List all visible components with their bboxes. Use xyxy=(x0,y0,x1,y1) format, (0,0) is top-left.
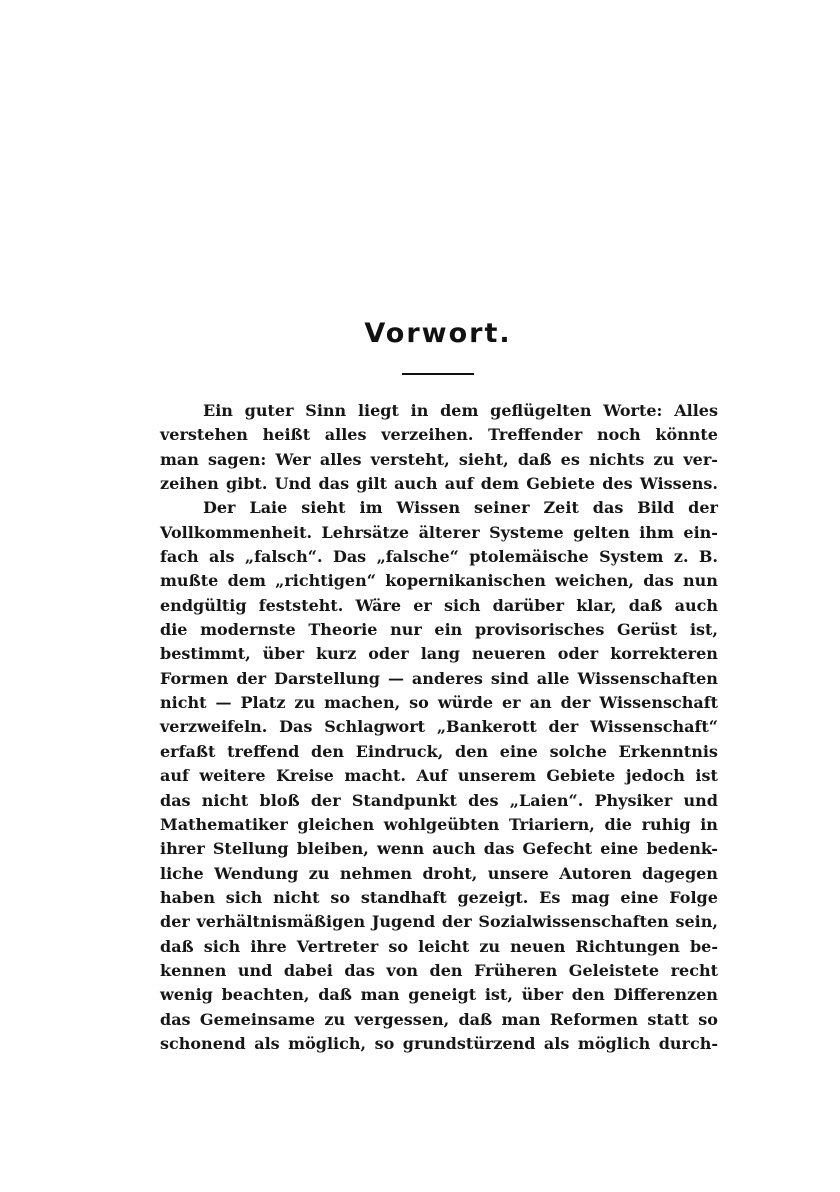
text-word: sich xyxy=(203,936,241,956)
text-word: das xyxy=(160,790,191,810)
text-word: Systeme xyxy=(489,522,564,542)
text-word: zu xyxy=(653,449,675,469)
text-word: Gemeinsame xyxy=(199,1009,316,1029)
text-word: Treffender xyxy=(488,425,583,445)
text-word: über xyxy=(521,985,564,1005)
text-word: Gebiete xyxy=(546,766,616,786)
text-word: Geleistete xyxy=(568,960,660,980)
text-word: Der xyxy=(203,498,236,518)
text-word: sich xyxy=(444,595,481,615)
text-word: möglich, xyxy=(288,1033,367,1053)
text-word: von xyxy=(386,960,419,980)
text-line xyxy=(160,545,718,569)
text-word: leicht xyxy=(418,936,470,956)
text-word: oder xyxy=(368,644,409,664)
text-word: sind xyxy=(490,668,529,688)
text-word: den xyxy=(311,741,345,761)
text-word: Vollkommenheit. xyxy=(160,522,313,542)
text-word: ist, xyxy=(484,985,513,1005)
text-line xyxy=(160,496,718,520)
text-word: auf xyxy=(160,766,189,786)
text-word: machen, xyxy=(324,693,401,713)
text-word: könnte xyxy=(655,425,718,445)
text-word: — xyxy=(215,693,232,713)
text-word: seiner xyxy=(474,498,530,518)
text-word: der xyxy=(236,668,267,688)
text-word: nehmen xyxy=(339,863,413,883)
text-word: ihre xyxy=(250,936,287,956)
text-word: daß xyxy=(318,985,352,1005)
text-line xyxy=(160,910,718,934)
text-word: das xyxy=(344,960,375,980)
text-word: der xyxy=(560,693,591,713)
text-word: Triariern, xyxy=(508,814,595,834)
text-word: so xyxy=(388,936,409,956)
text-word: unsere xyxy=(487,863,549,883)
text-word: Wer xyxy=(275,449,311,469)
text-word: kennen xyxy=(160,960,227,980)
text-line xyxy=(160,423,718,447)
text-line xyxy=(160,1008,718,1032)
text-word: „Bankerott xyxy=(436,717,537,737)
text-word: nur xyxy=(390,620,422,640)
text-word: guter xyxy=(244,401,294,420)
text-word: standhaft xyxy=(360,887,447,907)
page-title: Vorwort. xyxy=(364,318,512,349)
text-word: Physiker xyxy=(594,790,673,810)
text-word: zu xyxy=(479,936,501,956)
text-word: daß xyxy=(458,1009,493,1029)
text-word: das xyxy=(643,571,674,591)
text-line xyxy=(160,667,718,691)
text-word: Sozialwissenschaften xyxy=(478,912,669,932)
text-word: B. xyxy=(698,547,718,567)
text-word: vergessen, xyxy=(354,1009,450,1029)
text-line xyxy=(160,691,718,715)
text-word: bloß xyxy=(259,790,300,810)
text-word: haben xyxy=(160,887,215,907)
text-word: ein xyxy=(434,620,463,640)
text-word: in xyxy=(410,401,429,420)
text-word: schonend xyxy=(160,1033,246,1053)
text-word: wenn xyxy=(376,839,425,859)
text-line xyxy=(160,448,718,472)
text-word: den xyxy=(455,741,489,761)
text-word: Gebiete xyxy=(526,474,596,494)
text-word: Kreise xyxy=(276,766,334,786)
text-word: provisorisches xyxy=(474,620,605,640)
text-word: jedoch xyxy=(625,766,685,786)
text-word: Das xyxy=(332,547,367,567)
text-word: zu xyxy=(294,693,316,713)
text-word: Worte: xyxy=(603,401,663,420)
text-word: dagegen xyxy=(642,863,718,883)
text-word: verhältnismäßigen xyxy=(196,912,366,932)
text-word: auch xyxy=(674,595,718,615)
text-word: im xyxy=(359,498,383,518)
text-word: feststeht. xyxy=(258,595,344,615)
text-word: geflügelten xyxy=(490,401,592,420)
text-word: erfaßt xyxy=(160,741,216,761)
text-word: mußte xyxy=(160,571,219,591)
text-word: das xyxy=(483,839,515,859)
text-word: so xyxy=(330,887,351,907)
text-line xyxy=(160,569,718,593)
text-word: Es xyxy=(539,887,561,907)
text-word: er xyxy=(413,595,432,615)
text-word: würde xyxy=(437,693,494,713)
text-word: nun xyxy=(683,571,718,591)
text-word: in xyxy=(700,814,718,834)
text-word: Formen xyxy=(160,668,229,688)
text-word: zeihen xyxy=(160,474,219,494)
text-word: so xyxy=(409,693,429,713)
text-word: Früheren xyxy=(474,960,558,980)
text-word: eine xyxy=(620,887,659,907)
text-word: daß xyxy=(517,449,552,469)
text-word: System xyxy=(599,547,664,567)
text-word: ptolemäische xyxy=(469,547,589,567)
text-word: ihrer xyxy=(160,839,205,859)
text-word: Bild xyxy=(637,498,675,518)
text-word: Wissen xyxy=(396,498,461,518)
text-word: der xyxy=(548,717,579,737)
text-word: grundstürzend xyxy=(402,1033,536,1053)
text-word: über xyxy=(262,644,305,664)
text-word: versteht, xyxy=(370,449,450,469)
text-word: neuen xyxy=(510,936,566,956)
text-word: anderes xyxy=(411,668,483,688)
text-line xyxy=(160,886,718,910)
text-word: daß xyxy=(160,936,194,956)
text-word: — xyxy=(387,668,404,688)
text-word: „falsch“. xyxy=(244,547,323,567)
text-word: ein- xyxy=(683,522,718,542)
text-word: sich xyxy=(225,887,263,907)
text-word: älterer xyxy=(418,522,480,542)
text-word: Platz xyxy=(240,693,286,713)
text-word: Das xyxy=(279,717,313,737)
text-word: weichen, xyxy=(555,571,634,591)
text-word: als xyxy=(209,547,235,567)
text-word: darüber xyxy=(492,595,565,615)
text-word: Differenzen xyxy=(613,985,718,1005)
text-word: Alles xyxy=(674,401,718,420)
text-word: dem xyxy=(440,401,479,420)
text-word: dem xyxy=(227,571,266,591)
text-word: und xyxy=(237,960,273,980)
text-line xyxy=(160,642,718,666)
text-word: auf xyxy=(444,474,474,494)
text-word: man xyxy=(501,1009,541,1029)
text-word: auch xyxy=(394,474,438,494)
text-word: die xyxy=(604,814,632,834)
text-line xyxy=(160,837,718,861)
text-word: z. xyxy=(673,547,689,567)
text-word: den xyxy=(571,985,605,1005)
text-word: durch- xyxy=(658,1033,718,1053)
text-word: die xyxy=(160,620,188,640)
text-word: das xyxy=(318,474,350,494)
text-word: Standpunkt xyxy=(351,790,457,810)
text-word: der xyxy=(310,790,341,810)
text-word: so xyxy=(698,1009,718,1029)
text-word: der xyxy=(441,912,472,932)
text-word: „Laien“. xyxy=(509,790,584,810)
text-word: nicht xyxy=(160,693,207,713)
text-word: macht. xyxy=(344,766,406,786)
text-word: Darstellung xyxy=(274,668,380,688)
text-word: Wissenschaften xyxy=(577,668,718,688)
text-word: Auf xyxy=(416,766,448,786)
text-word: gleichen xyxy=(297,814,375,834)
text-word: modernste xyxy=(200,620,296,640)
text-word: korrekteren xyxy=(610,644,718,664)
text-line xyxy=(160,594,718,618)
text-word: Schlagwort xyxy=(324,717,426,737)
text-word: treffend xyxy=(227,741,300,761)
text-line xyxy=(160,983,718,1007)
text-word: liegt xyxy=(357,401,399,420)
text-word: wenig xyxy=(160,985,213,1005)
text-word: Wissenschaft“ xyxy=(590,717,718,737)
text-word: „falsche“ xyxy=(376,547,459,567)
text-word: neueren xyxy=(471,644,546,664)
text-line xyxy=(160,789,718,813)
text-word: bleiben, xyxy=(296,839,369,859)
text-word: lang xyxy=(420,644,460,664)
text-word: nicht xyxy=(273,887,320,907)
text-word: Stellung xyxy=(212,839,289,859)
text-word: droht, xyxy=(422,863,478,883)
text-word: man xyxy=(360,985,400,1005)
text-word: und xyxy=(683,790,718,810)
text-word: noch xyxy=(596,425,641,445)
text-word: geneigt xyxy=(408,985,477,1005)
text-word: Vertreter xyxy=(296,936,379,956)
text-word: zu xyxy=(324,1009,346,1029)
text-word: des xyxy=(602,474,633,494)
text-word: verstehen xyxy=(160,425,248,445)
text-word: sieht xyxy=(301,498,346,518)
text-word: gezeigt. xyxy=(457,887,529,907)
text-word: „richtigen“ xyxy=(275,571,376,591)
text-word: verzeihen. xyxy=(381,425,474,445)
text-word: gelten xyxy=(573,522,630,542)
text-word: möglich xyxy=(577,1033,651,1053)
text-line xyxy=(160,935,718,959)
text-word: beachten, xyxy=(221,985,310,1005)
body-text xyxy=(160,399,718,1056)
text-word: dem xyxy=(480,474,520,494)
text-line xyxy=(160,1032,718,1056)
text-word: fach xyxy=(160,547,199,567)
text-word: Lehrsätze xyxy=(321,522,410,542)
text-word: ist xyxy=(695,766,718,786)
text-word: Ein xyxy=(203,401,233,420)
text-word: eine xyxy=(499,741,538,761)
title-divider xyxy=(402,373,474,375)
text-word: dabei xyxy=(283,960,333,980)
text-word: Sinn xyxy=(305,401,347,420)
text-word: solche xyxy=(549,741,607,761)
text-word: Reformen xyxy=(549,1009,639,1029)
text-word: recht xyxy=(670,960,718,980)
text-word: liche xyxy=(160,863,204,883)
text-word: Richtungen xyxy=(575,936,680,956)
text-word: ver- xyxy=(683,449,718,469)
text-word: bedenk- xyxy=(646,839,718,859)
text-word: so xyxy=(374,1033,395,1053)
text-word: Wissens. xyxy=(639,474,718,494)
text-word: Eindruck, xyxy=(355,741,444,761)
text-word: Laie xyxy=(249,498,288,518)
text-line xyxy=(160,740,718,764)
text-line xyxy=(160,618,718,642)
text-word: daß xyxy=(628,595,663,615)
text-word: Und xyxy=(274,474,312,494)
text-word: das xyxy=(160,1009,191,1029)
text-word: zu xyxy=(308,863,330,883)
text-word: verzweifeln. xyxy=(160,717,268,737)
text-word: Mathematiker xyxy=(160,814,288,834)
text-word: sein, xyxy=(675,912,718,932)
text-word: Wendung xyxy=(214,863,299,883)
text-word: Zeit xyxy=(543,498,579,518)
text-word: man xyxy=(160,449,199,469)
text-word: statt xyxy=(647,1009,689,1029)
text-word: der xyxy=(160,912,190,932)
text-word: weitere xyxy=(199,766,266,786)
text-word: alles xyxy=(324,425,367,445)
text-word: Gerüst xyxy=(617,620,678,640)
text-word: nichts xyxy=(588,449,645,469)
text-word: der xyxy=(688,498,718,518)
text-word: alles xyxy=(319,449,362,469)
text-word: an xyxy=(529,693,552,713)
text-word: gibt. xyxy=(225,474,268,494)
text-word: Gefecht xyxy=(522,839,593,859)
text-word: mag xyxy=(571,887,610,907)
text-line xyxy=(160,764,718,788)
text-word: Theorie xyxy=(308,620,378,640)
text-line xyxy=(160,715,718,739)
text-line xyxy=(160,472,718,496)
text-word: eine xyxy=(600,839,639,859)
text-word: Erkenntnis xyxy=(618,741,718,761)
text-word: Jugend xyxy=(371,912,436,932)
text-word: kurz xyxy=(316,644,357,664)
text-word: sagen: xyxy=(208,449,267,469)
text-word: Wissenschaft xyxy=(599,693,718,713)
text-word: unserem xyxy=(457,766,536,786)
text-word: ist, xyxy=(689,620,718,640)
text-word: Autoren xyxy=(559,863,632,883)
text-word: klar, xyxy=(576,595,617,615)
text-word: wohlgeübten xyxy=(383,814,500,834)
text-word: alle xyxy=(536,668,570,688)
text-word: das xyxy=(592,498,624,518)
text-line xyxy=(160,813,718,837)
text-word: bestimmt, xyxy=(160,644,251,664)
text-word: Folge xyxy=(669,887,718,907)
text-line xyxy=(160,959,718,983)
text-word: er xyxy=(502,693,521,713)
text-word: nicht xyxy=(201,790,249,810)
text-word: heißt xyxy=(262,425,311,445)
text-word: gilt xyxy=(356,474,387,494)
text-word: ruhig xyxy=(641,814,691,834)
text-word: endgültig xyxy=(160,595,247,615)
text-line xyxy=(160,399,718,423)
text-word: es xyxy=(560,449,580,469)
text-word: des xyxy=(468,790,499,810)
text-word: auch xyxy=(432,839,476,859)
text-word: Wäre xyxy=(355,595,402,615)
text-line xyxy=(160,521,718,545)
text-word: sieht, xyxy=(458,449,509,469)
text-word: den xyxy=(429,960,463,980)
text-word: ihm xyxy=(639,522,674,542)
text-line xyxy=(160,862,718,886)
text-word: be- xyxy=(689,936,718,956)
text-word: als xyxy=(254,1033,280,1053)
text-word: als xyxy=(543,1033,570,1053)
text-word: oder xyxy=(557,644,599,664)
text-word: kopernikanischen xyxy=(385,571,546,591)
